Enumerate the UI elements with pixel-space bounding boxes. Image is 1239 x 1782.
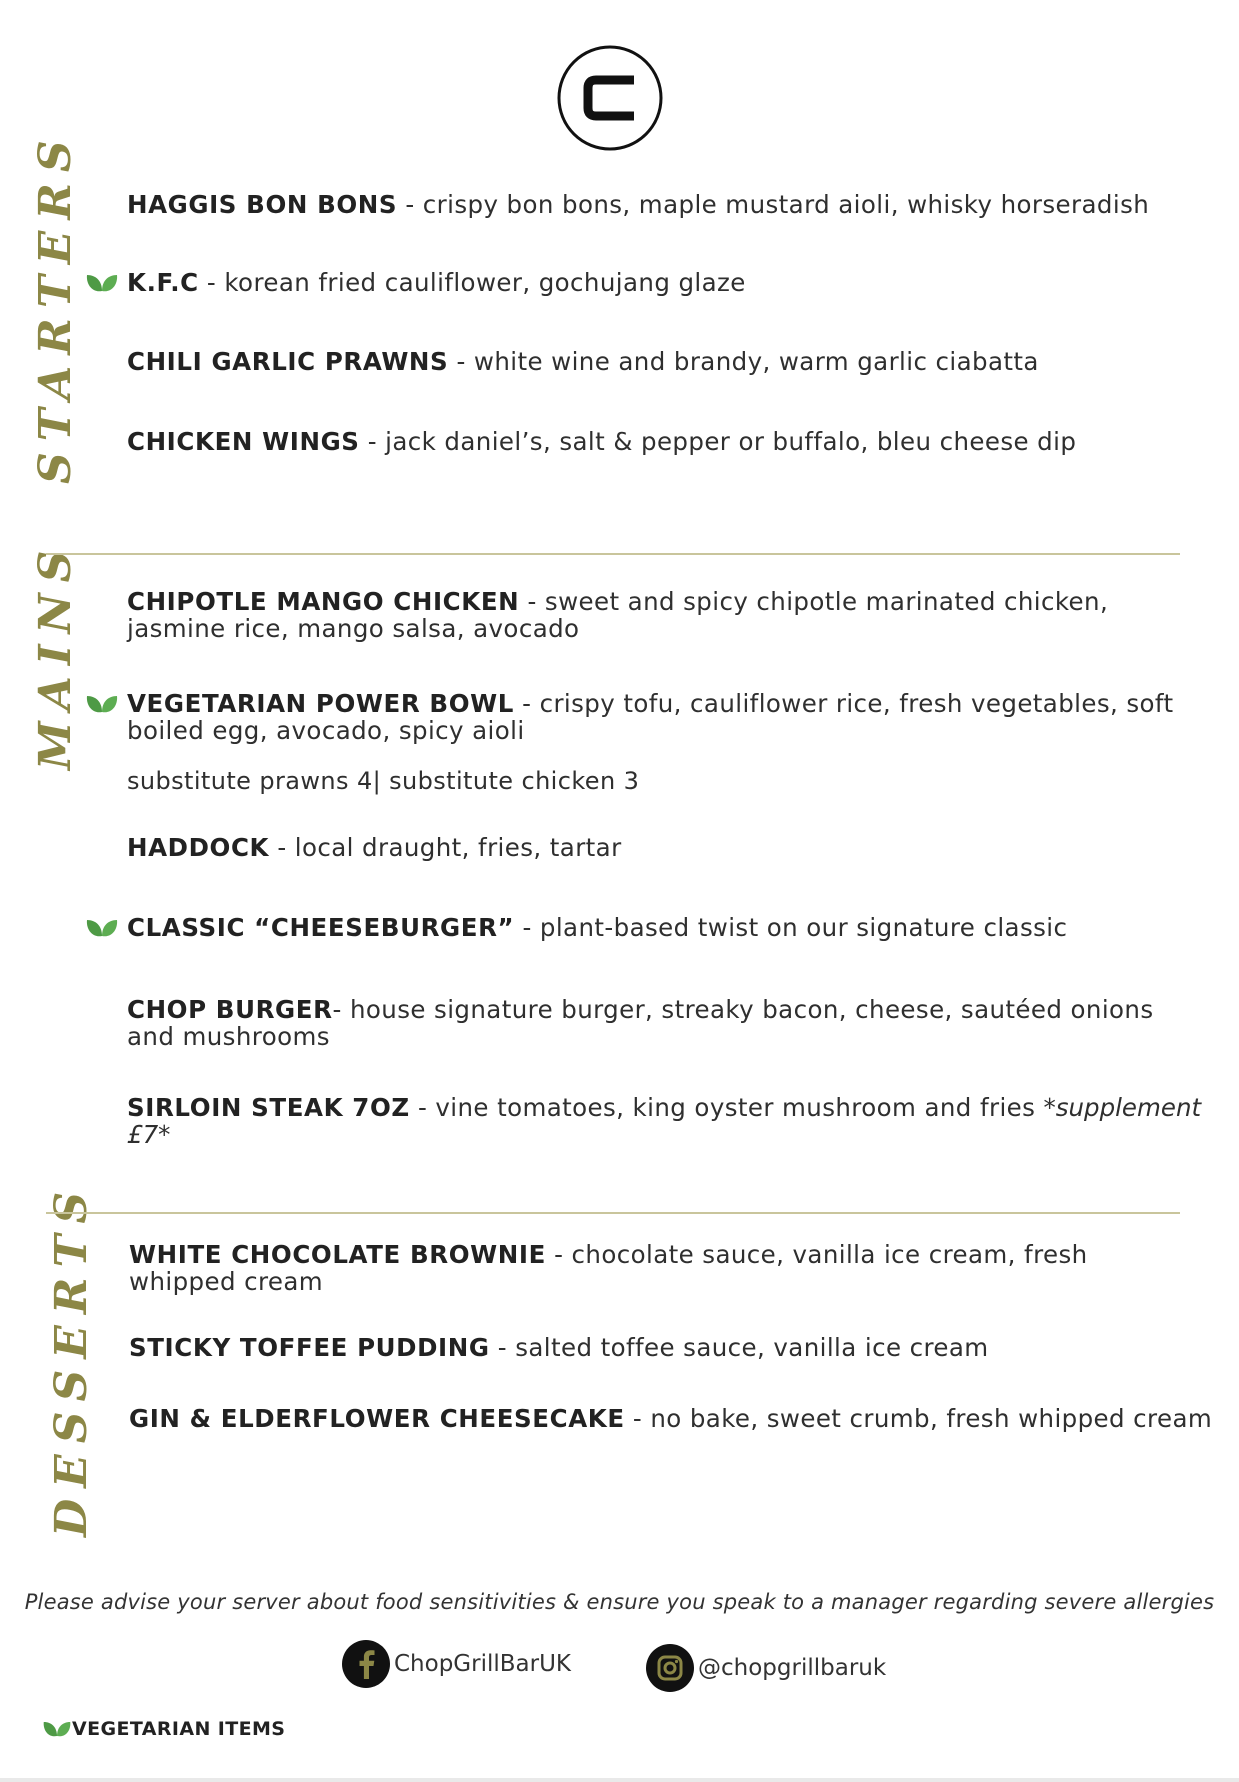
allergy-notice: Please advise your server about food sensitivities & ensure you speak to a manager regarding severe allergies — [24, 1590, 1215, 1614]
vegetarian-legend — [42, 1718, 285, 1740]
item-name: STICKY TOFFEE PUDDING — [129, 1333, 490, 1362]
menu-item — [127, 914, 1067, 941]
chop-logo — [556, 44, 664, 152]
item-name: CHILI GARLIC PRAWNS — [127, 347, 449, 376]
item-description: - crispy tofu, cauliflower rice, fresh vegetables, soft boiled egg, avocado, spicy aioli — [127, 689, 1174, 745]
menu-item — [127, 348, 1039, 375]
instagram-handle: @chopgrillbaruk — [698, 1655, 887, 1681]
item-name: CLASSIC “CHEESEBURGER” — [127, 913, 515, 942]
menu-item — [129, 1405, 1212, 1432]
substitution-note: substitute prawns 4| substitute chicken 3 — [127, 767, 640, 795]
section-divider — [46, 1212, 1180, 1214]
instagram-icon — [646, 1644, 694, 1692]
section-divider — [46, 553, 1180, 555]
menu-item — [127, 834, 622, 861]
menu-item — [127, 428, 1076, 455]
section-title-desserts: DESSERTS — [46, 1180, 97, 1537]
menu-item — [127, 269, 746, 296]
menu-item — [129, 1334, 989, 1361]
section-title-starters: STARTERS — [30, 129, 81, 484]
menu-item — [127, 996, 1187, 1050]
item-description: - crispy bon bons, maple mustard aioli, whisky horseradish — [397, 190, 1150, 219]
menu-item — [127, 1094, 1207, 1148]
item-name: CHIPOTLE MANGO CHICKEN — [127, 587, 520, 616]
item-name: HAGGIS BON BONS — [127, 190, 398, 219]
item-name: VEGETARIAN POWER BOWL — [127, 689, 514, 718]
vegetarian-legend-label: VEGETARIAN ITEMS — [72, 1718, 286, 1740]
item-name: WHITE CHOCOLATE BROWNIE — [129, 1240, 546, 1269]
item-name: K.F.C — [127, 268, 199, 297]
item-description: - chocolate sauce, vanilla ice cream, fresh whipped cream — [129, 1240, 1088, 1296]
menu-item — [127, 588, 1187, 642]
item-description: - salted toffee sauce, vanilla ice cream — [489, 1333, 989, 1362]
item-name: SIRLOIN STEAK 7OZ — [127, 1093, 410, 1122]
facebook-handle: ChopGrillBarUK — [394, 1651, 572, 1677]
supplement-note: *supplement £7* — [127, 1093, 1202, 1149]
item-description: - no bake, sweet crumb, fresh whipped cream — [624, 1404, 1213, 1433]
item-description: - jack daniel’s, salt & pepper or buffalo, bleu cheese dip — [359, 427, 1077, 456]
item-description: - vine tomatoes, king oyster mushroom and fries — [409, 1093, 1044, 1122]
item-description: - white wine and brandy, warm garlic ciabatta — [448, 347, 1039, 376]
instagram-link[interactable] — [646, 1644, 886, 1692]
item-description: - house signature burger, streaky bacon, cheese, sautéed onions and mushrooms — [127, 995, 1154, 1051]
item-name: HADDOCK — [127, 833, 270, 862]
vegetarian-leaf-icon — [85, 271, 119, 295]
section-title-mains: MAINS — [30, 539, 81, 770]
menu-item — [129, 1241, 1169, 1295]
item-name: CHICKEN WINGS — [127, 427, 360, 456]
item-description: - korean fried cauliflower, gochujang glaze — [198, 268, 746, 297]
vegetarian-leaf-icon — [85, 916, 119, 940]
item-description: - local draught, fries, tartar — [269, 833, 622, 862]
vegetarian-leaf-icon — [42, 1718, 72, 1740]
item-description: - sweet and spicy chipotle marinated chicken, jasmine rice, mango salsa, avocado — [127, 587, 1109, 643]
item-name: GIN & ELDERFLOWER CHEESECAKE — [129, 1404, 625, 1433]
facebook-link[interactable] — [342, 1640, 571, 1688]
item-name: CHOP BURGER — [127, 995, 333, 1024]
menu-item — [127, 690, 1197, 744]
vegetarian-leaf-icon — [85, 692, 119, 716]
facebook-icon — [342, 1640, 390, 1688]
item-description: - plant-based twist on our signature classic — [514, 913, 1068, 942]
menu-item — [127, 191, 1149, 218]
page-bottom-edge — [0, 1778, 1239, 1782]
